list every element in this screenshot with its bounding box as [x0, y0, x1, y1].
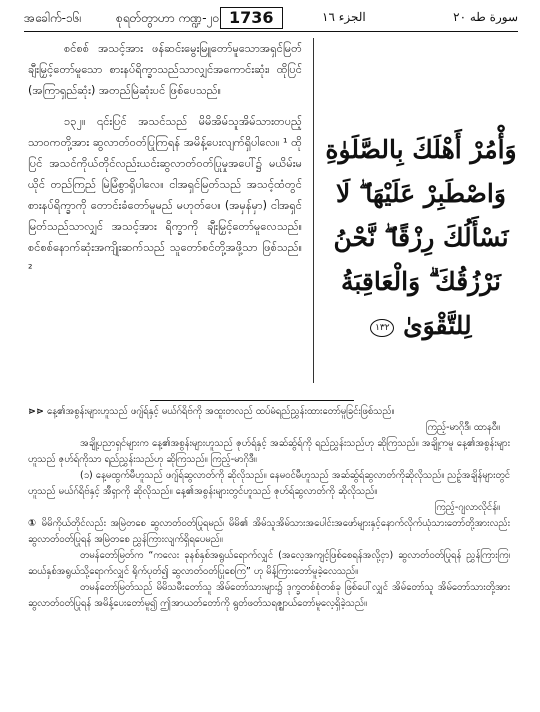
footnote-reference [28, 500, 510, 516]
footnote-text: ကြည့်-မာဂိုဒီ၊ ထာနဝီ။ [426, 422, 500, 433]
running-header [24, 8, 518, 30]
surah-label: سورة طه ٢٠ [453, 10, 518, 24]
footnote-text: (၁) နေ့မထွက်မီဟူသည် ဖဂျ်ရ်ဆွလာတ်ကို ဆိုလိုသည်။ နေမဝင်မီဟူသည် အဆ်ဆွ်ရ်ဆွလာတ်ကိုဆိုလိုသည်။ ညဥ့်အချိန်များတွင်ဟူသည် မယ်ဂ်ရိဗ်နှင့် အီရှာကို ဆိုလိုသည်။ နေ့၏အစွန်းများတွင်ဟူသည် ဇုဟ်ရ်ဆွလာတ်ကို ဆိုလိုသည်။ [28, 470, 510, 497]
footnote-paragraph [28, 404, 510, 420]
arabic-verse [322, 128, 520, 348]
footnote-text: တမန်တော်မြတ်သည် မိမိသမီးတော်သူ အိမ်တော်သားများ၌ ဒုက္ခတစ်စုံတစ်ခု ဖြစ်ပေါ်လျှင် အိမ်တော်သူ အိမ်တော်သားတို့အား ဆွလာတ်ဝတ်ပြုရန် အမိန့်ပေးတော်မူ၍ ဤအာယတ်တော်ကို ရွတ်ဖတ်သရဇ္ဈာယ်တော်မူလေ့ရှိခဲ့သည်။ [28, 582, 510, 609]
column-divider [313, 38, 314, 383]
header-rule [24, 31, 518, 32]
footnote-paragraph [28, 548, 510, 580]
footnote-text: တမန်တော်မြတ်က “ကလေး ခုနစ်နှစ်အရွယ်ရောက်လျှင် (အလေ့အကျင့်ဖြစ်စေရန်အလို့ငှာ) ဆွလာတ်ဝတ်ပြုရန် ညွှန်ကြားကြ၊ ဆယ်နှစ်အရွယ်သို့ရောက်လျှင် ရိုက်ပုတ်၍ ဆွလာတ်ဝတ်ပြုစေကြ” ဟု မိန့်ကြားတော်မူခဲ့လေသည်။ [28, 550, 510, 577]
footnote-text: မိမိကိုယ်တိုင်လည်း အမြဲတစေ ဆွလာတ်ဝတ်ပြုရမည်၊ မိမိ၏ အိမ်သူအိမ်သားအပေါင်းအဖော်များနှင့်နောက်လိုက်ယုံသားတော်တို့အားလည်း ဆွလာတ်ဝတ်ပြုရန် အမြဲတစေ ညွှန်ကြားလျက်ရှိရပေမည်။ [28, 518, 511, 545]
footnote-paragraph [28, 436, 510, 468]
arabic-verse-text: وَأْمُرْ أَهْلَكَ بِالصَّلَوٰةِ وَاصْطَبِرْ عَلَيْهَا ۖ لَا نَسْأَلُكَ رِزْقًا ۖ نَّحْنُ نَرْزُقُكَ ۗ وَالْعَاقِبَةُ لِلتَّقْوَىٰ [325, 135, 517, 340]
translation-paragraph: စင်စစ် အသင့်အား ဖန်ဆင်းမွေးမြူတော်မူသောအရှင်မြတ် ချီးမြှင့်တော်မူသော စားနပ်ရိက္ခာသည်သာလျှင်အကောင်းဆုံး၊ ထိုပြင် (အကြာရှည်ဆုံး) အတည်မြဲဆုံးပင် ဖြစ်ပေသည်။ [28, 42, 302, 97]
book-title: စုရတ်တွာဟာ ကဏ္ဍ-၂၀ [116, 11, 220, 25]
footnote-rule [150, 400, 354, 401]
page-label: အခေါက်-၁၆၊ [24, 11, 82, 25]
footnotes [28, 404, 510, 612]
footnote-text: အချို့ပညာရှင်များက နေ့၏အစွန်းများဟူသည် ဇုဟ်ရ်နှင့် အဆ်ဆွ်ရ်ကို ရည်ညွှန်းသည်ဟု ဆိုကြသည်။ အချို့ကမူ နေ့၏အစွန်းများဟူသည် ဇုဟ်ရ်ကိုသာ ရည်ညွှန်းသည်ဟု ဆိုကြသည်။ ကြည့်-မာဂိုဒီ။ [28, 438, 510, 465]
ayah-number-marker: ١٣٢ [370, 319, 394, 337]
footnote-paragraph [28, 468, 510, 500]
footnote-reference [28, 420, 510, 436]
footnote-marker: ⋗⋗ [28, 406, 44, 417]
translation-column [28, 38, 302, 289]
footnote-paragraph [28, 516, 510, 548]
juz-label: الجزء ١٦ [322, 10, 366, 24]
translation-paragraph: ၁၃၂။ ၎င်းပြင် အသင်သည် မိမိအိမ်သူအိမ်သားတပည့်သာဝကတို့အား ဆွလာတ်ဝတ်ပြုကြရန် အမိန့်ပေးလျက်ရှိပါလေ။ ¹ ထိုပြင် အသင်ကိုယ်တိုင်လည်းယင်းဆွလာတ်ဝတ်ပြုမှုအပေါ်၌ မယိမ်းမယိုင် တည်ကြည် မြဲမြံစွာရှိပါလေ။ ငါအရှင်မြတ်သည် အသင့်ထံတွင် စားနပ်ရိက္ခာကို တောင်းခံတော်မူမည် မဟုတ်ပေ။ (အမှန်မှာ) ငါအရှင်မြတ်သည်သာလျှင် အသင့်အား ရိက္ခာကို ချီးမြှင့်တော်မူလေသည်။ စင်စစ်နောက်ဆုံးအကျိုးဆက်သည် သူတော်စင်တို့အဖို့သာ ဖြစ်သည်။ ² [28, 115, 302, 275]
footnote-paragraph [28, 580, 510, 612]
footnote-marker: ① [28, 518, 38, 529]
footnote-text: ကြည့်-ဂျလာလိုင်န်။ [434, 502, 500, 513]
page-number: 1736 [220, 7, 283, 29]
footnote-text: နေ့၏အစွန်းများဟူသည် ဖဂျ်ရ်နှင့် မယ်ဂ်ရိဗ်ကို အထူးတလည် ထပ်မံရည်ညွှန်းထားတော်မူခြင်းဖြစ်သည်။ [46, 406, 395, 417]
